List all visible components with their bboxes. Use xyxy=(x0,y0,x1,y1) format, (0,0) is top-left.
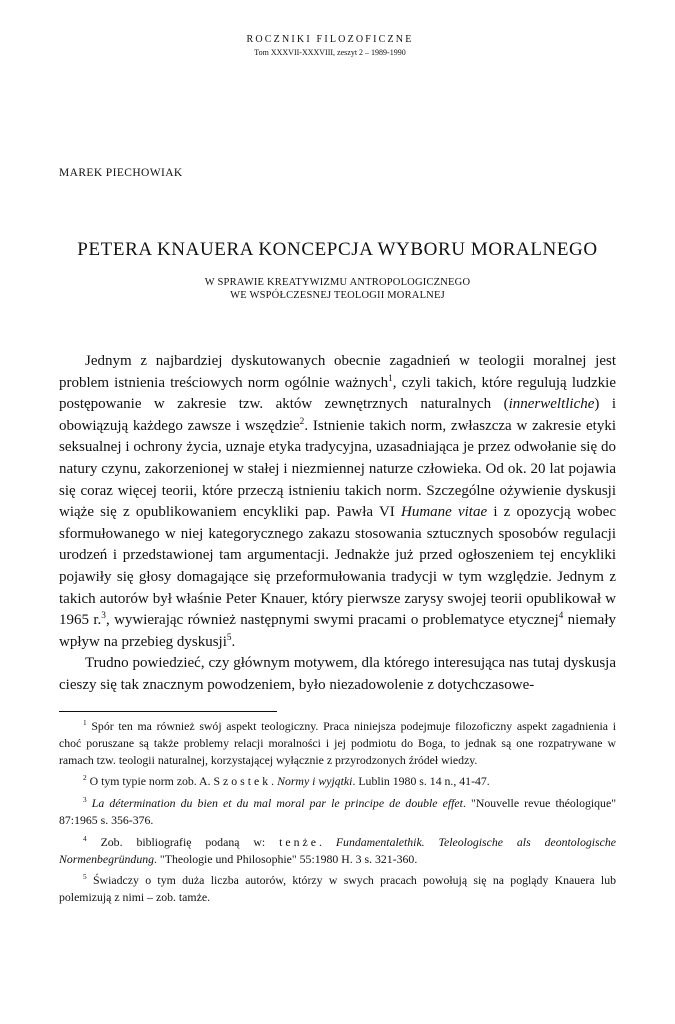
footnote-text: . "Theologie und Philosophie" 55:1980 H. 3 s. 321-360. xyxy=(154,851,418,866)
footnotes xyxy=(59,718,616,911)
footnote-ref-4: 4 xyxy=(558,611,564,622)
journal-name: ROCZNIKI FILOZOFICZNE xyxy=(246,34,414,45)
footnote-number: 3 xyxy=(83,795,87,805)
subtitle-line-1: W SPRAWIE KREATYWIZMU ANTROPOLOGICZNEGO xyxy=(204,277,471,288)
journal-header xyxy=(210,34,450,58)
footnote-text: O tym typie norm zob. A. xyxy=(89,774,214,789)
footnote-3 xyxy=(59,795,616,829)
text-run: , wywierając również następnymi swymi pracami o problematyce etycznej xyxy=(105,612,559,629)
footnote-number: 5 xyxy=(83,872,87,882)
footnote-4 xyxy=(59,834,616,868)
footnote-text: Spór ten ma również swój aspekt teologiczny. Praca niniejsza podejmuje filozoficzny aspekt zagadnienia i choć poruszane są także problemy relacji moralności i jej podmiotu do Boga, to jednak są one rozpatrywane w ramach tzw. teologii naturalnej, korzystającej wyłącznie z przyrodzonych źródeł wiedzy. xyxy=(59,719,616,767)
footnote-number: 1 xyxy=(83,718,87,728)
cited-author: Szostek xyxy=(213,774,272,789)
text-run: niemały wpływ na przebieg dyskusji xyxy=(59,612,616,650)
italic-term: innerweltliche xyxy=(508,396,595,413)
footnote-text: . "Nouvelle revue théologique" 87:1965 s. 356-376. xyxy=(59,796,617,827)
italic-encyclical-title: Humane vitae xyxy=(400,504,488,521)
text-run: . xyxy=(231,633,236,650)
article-body xyxy=(59,351,616,697)
footnote-number: 2 xyxy=(83,773,87,783)
body-paragraph-2: Trudno powiedzieć, czy głównym motywem, dla którego interesująca nas tutaj dyskusja cieszy się tak znacznym powodzeniem, było niezadowolenie z dotychczasowe- xyxy=(59,655,616,693)
article-subtitle xyxy=(100,276,575,302)
body-paragraph-1 xyxy=(59,351,616,653)
footnote-text: . xyxy=(318,834,336,849)
text-run: Jednym z najbardziej dyskutowanych obecnie zagadnień w teologii moralnej jest problem istnienia treściowych norm ogólnie ważnych xyxy=(59,353,616,391)
text-run: ) i obowiązują każdego zawsze i wszędzie xyxy=(59,396,616,434)
footnote-ref-1: 1 xyxy=(388,373,393,384)
footnote-5 xyxy=(59,872,616,906)
text-run: , czyli takich, które regulują ludzkie postępowanie w zakresie tzw. aktów zewnętrznych naturalnych ( xyxy=(59,374,617,413)
subtitle-line-2: WE WSPÓŁCZESNEJ TEOLOGII MORALNEJ xyxy=(230,290,445,301)
footnote-1 xyxy=(59,718,616,768)
text-run: . Istnienie takich norm, zwłaszcza w zakresie etyki seksualnej i ochrony życia, uznaje etyka tradycyjna, uzasadniająca je przez odwołanie się do natury czynu, zakorzenionej w stałej i niezmiennej naturze człowieka. Od ok. 20 lat pojawia się coraz więcej teorii, które przeczą istnieniu takich norm. Szczególne ożywienie dyskusji wiąże się z opublikowaniem encykliki pap. Pawła VI xyxy=(59,417,616,521)
footnote-text: . Lublin 1980 s. 14 n., 41-47. xyxy=(352,774,490,789)
article-author: MAREK PIECHOWIAK xyxy=(59,167,183,179)
footnote-text: . xyxy=(271,774,278,789)
footnote-text: Świadczy o tym duża liczba autorów, którzy w swych pracach powołują się na poglądy Knauera lub polemizują z nimi – zob. tamże. xyxy=(59,873,616,905)
footnote-2 xyxy=(59,773,616,790)
cited-author: tenże xyxy=(279,834,319,849)
cited-title: Fundamentalethik. Teleologische als deontologische Normenbegründung xyxy=(59,834,616,866)
article-title: PETERA KNAUERA KONCEPCJA WYBORU MORALNEGO xyxy=(77,239,598,260)
cited-title: Normy i wyjątki xyxy=(277,774,353,789)
footnote-text: Zob. bibliografię podaną w: xyxy=(100,834,280,849)
text-run: i z opozycją wobec sformułowanego w niej kategorycznego zakazu stosowania sztucznych sposobów regulacji urodzeń i przedstawionej tam argumentacji. Jednakże już przed ogłoszeniem tej encykliki pojawiły się głosy domagające się przeformułowania tradycji w tym względzie. Jednym z takich autorów był właśnie Peter Knauer, który pierwsze zarysy swojej teorii opublikował w 1965 r. xyxy=(59,504,616,629)
footnote-ref-3: 3 xyxy=(101,611,106,622)
cited-title: La détermination du bien et du mal moral par le principe de double effet xyxy=(91,796,463,811)
footnote-ref-5: 5 xyxy=(226,632,232,643)
footnote-ref-2: 2 xyxy=(299,416,305,427)
footnote-number: 4 xyxy=(83,833,87,843)
journal-issue: Tom XXXVII-XXXVIII, zeszyt 2 – 1989-1990 xyxy=(254,48,406,57)
footnote-separator xyxy=(59,711,277,712)
